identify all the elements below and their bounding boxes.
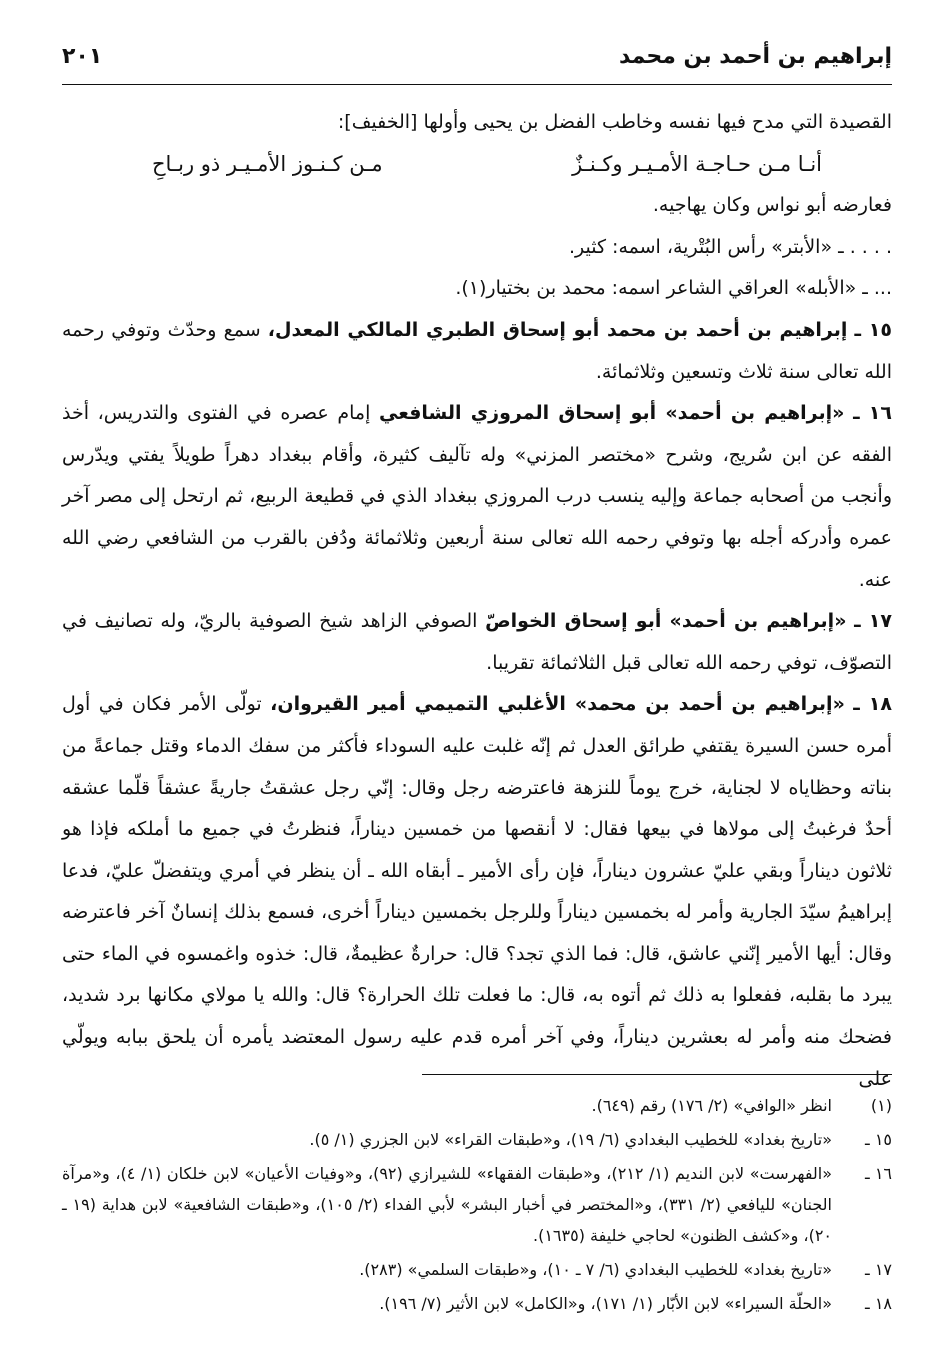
entry-16	[62, 393, 892, 601]
footnote-text: «تاريخ بغداد» للخطيب البغدادي (٦/ ٧ ـ ١٠)، و«طبقات السلمي» (٢٨٣).	[359, 1260, 832, 1279]
header-rule	[62, 84, 892, 85]
footnotes	[62, 1090, 892, 1322]
entry-17	[62, 601, 892, 684]
entry-name: «إبراهيم بن أحمد بن محمد» الأغلبي التميمي أمير القيروان،	[270, 693, 845, 716]
entry-number: ١٧ ـ	[854, 610, 892, 633]
footnote-number: ١٦ ـ	[865, 1164, 892, 1183]
footnote-number: (١)	[870, 1096, 892, 1115]
footnote	[62, 1090, 892, 1121]
footnote	[62, 1288, 892, 1319]
entry-number: ١٨ ـ	[853, 693, 892, 716]
poem-verse	[62, 144, 892, 186]
footnote	[62, 1254, 892, 1285]
entry-body: الصوفي الزاهد شيخ الصوفية بالريّ، وله تصانيف في التصوّف، توفي رحمه الله تعالى قبل الثلاثمائة تقريبا.	[62, 610, 892, 674]
entry-18	[62, 684, 892, 1100]
footnote	[62, 1158, 892, 1251]
entry-name: «إبراهيم بن أحمد» أبو إسحاق الخواصّ	[485, 610, 847, 633]
entry-15	[62, 310, 892, 393]
verse-first-hemistich: أنـا مـن حـاجـة الأمـيـر وكـنـزٌ	[572, 151, 822, 176]
entry-name: إبراهيم بن أحمد بن محمد أبو إسحاق الطبري المالكي المعدل،	[267, 318, 848, 341]
entry-number: ١٥ ـ	[854, 318, 892, 341]
intro-line-2: فعارضه أبو نواس وكان يهاجيه.	[652, 194, 892, 217]
footnote-number: ١٨ ـ	[865, 1294, 892, 1313]
entry-body: تولّى الأمر فكان في أول أمره حسن السيرة يقتفي طرائق العدل ثم إنّه غلبت عليه السوداء فأكثر من سفك الدماء وقتل جماعةً من بناته وحظاياه لا لجناية، خرج يوماً للنزهة فاعترضه رجل وقال: إنّي رجل عشقتُ جاريةً عشقاً قلّما عشقه أحدٌ فرغبتُ إلى مولاها في بيعها فقال: لا أنقصها من خمسين ديناراً، فنظرتُ في جميع ما أملكه فإذا هو ثلاثون ديناراً وبقي عليّ عشرون ديناراً، فإن رأى الأمير ـ أبقاه الله ـ أن ينظر في أمري ويتفضلّ عليّ، فدعا إبراهيمُ سيّدَ الجارية وأمر له بخمسين ديناراً وللرجل بخمسين ديناراً أخرى، فسمع بذلك إنسانٌ آخر فاعترضه وقال: أيها الأمير إنّني عاشق، قال: فما الذي تجد؟ قال: حرارةٌ عظيمةٌ، قال: خذوه واغمسوه في الماء حتى يبرد ما بقلبه، ففعلوا به ذلك ثم أتوه به، قال: ما فعلت تلك الحرارة؟ قال: والله يا مولاي مكانها برد شديد، فضحك منه وأمر له بعشرين ديناراً، وفي آخر أمره قدم عليه رسول المعتضد يأمره أن يلحق ببابه ويولّي على	[62, 693, 892, 1090]
entry-body: سمع وحدّث وتوفي رحمه الله تعالى سنة ثلاث وتسعين وثلاثمائة.	[62, 318, 892, 383]
entry-name: «إبراهيم بن أحمد» أبو إسحاق المروزي الشافعي	[379, 402, 845, 425]
note-ablah: ... ـ «الأبله» العراقي الشاعر اسمه: محمد بن بختيار(١).	[455, 277, 892, 300]
running-title: إبراهيم بن أحمد بن محمد	[618, 43, 892, 69]
verse-second-hemistich: مـن كـنـوز الأمـيـر ذو ربـاحِ	[152, 151, 383, 176]
running-header	[62, 34, 892, 78]
footnote-rule	[422, 1074, 892, 1075]
footnote-text: «تاريخ بغداد» للخطيب البغدادي (٦/ ١٩)، و«طبقات القراء» لابن الجزري (١/ ٥).	[309, 1130, 832, 1149]
footnote-number: ١٧ ـ	[865, 1260, 892, 1279]
page-number: ٢٠١	[62, 43, 103, 69]
footnote	[62, 1124, 892, 1155]
main-text	[62, 102, 892, 1100]
footnote-text: انظر «الوافي» (٢/ ١٧٦) رقم (٦٤٩).	[591, 1096, 832, 1115]
book-page	[62, 34, 892, 1334]
intro-line: القصيدة التي مدح فيها نفسه وخاطب الفضل بن يحيى وأولها [الخفيف]:	[337, 111, 892, 133]
entry-body: إمام عصره في الفتوى والتدريس، أخذ الفقه عن ابن سُريج، وشرح «مختصر المزني» وله تآليف كثيرة، وأقام ببغداد دهراً طويلاً يفتي ويدّرس وأنجب من أصحابه جماعة وإليه ينسب درب المروزي ببغداد الذي في قطيعة الربيع، ثم ارتحل إلى مصر آخر عمره وأدركه أجله بها وتوفي رحمه الله تعالى سنة أربعين وثلاثمائة ودُفن بالقرب من الشافعي رضي الله عنه.	[62, 402, 892, 591]
footnote-text: «الحلّة السيراء» لابن الأبّار (١/ ١٧١)، و«الكامل» لابن الأثير (٧/ ١٩٦).	[379, 1294, 832, 1313]
entry-number: ١٦ ـ	[853, 402, 892, 425]
footnote-number: ١٥ ـ	[865, 1130, 892, 1149]
note-abtar: . . . . ـ «الأبتر» رأس البُتْرية، اسمه: كثير.	[568, 235, 892, 258]
footnote-text: «الفهرست» لابن النديم (١/ ٢١٢)، و«طبقات الفقهاء» للشيرازي (٩٢)، و«وفيات الأعيان» لابن خلكان (١/ ٤)، و«مرآة الجنان» لليافعي (٢/ ٣٣١)، و«المختصر في أخبار البشر» لأبي الفداء (٢/ ١٠٥)، و«طبقات الشافعية» لابن هداية (١٩ ـ ٢٠)، و«كشف الظنون» لحاجي خليفة (١٦٣٥).	[62, 1164, 833, 1245]
